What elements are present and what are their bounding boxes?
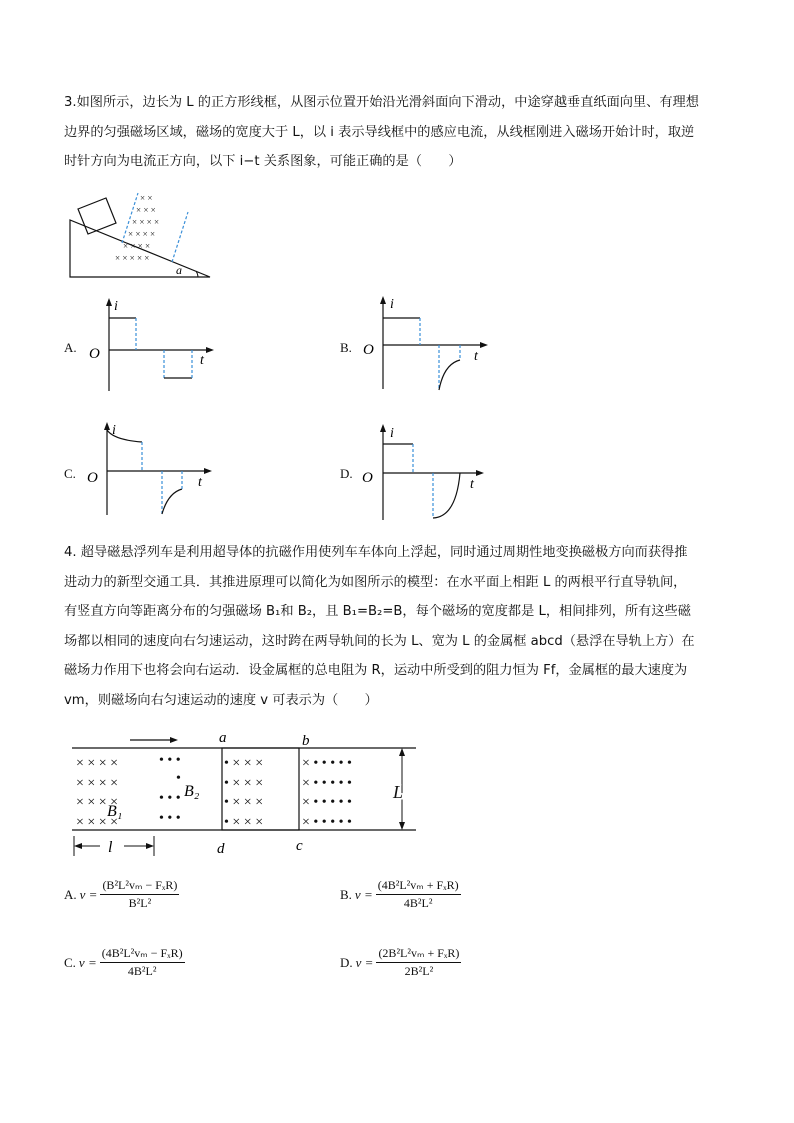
svg-text:× × × ×: × × × × xyxy=(76,776,119,791)
option-label: D. xyxy=(340,954,353,970)
corner-c: c xyxy=(296,838,303,854)
graph-a[interactable] xyxy=(82,296,217,396)
label-l: l xyxy=(108,839,113,856)
option-numerator: (4B²L²vₘ − FₓR) xyxy=(100,946,185,963)
svg-text:• • •: • • • xyxy=(159,791,181,806)
field-b2-dots-left xyxy=(159,753,181,826)
q3-line-1: 3.如图所示，边长为 L 的正方形线框，从图示位置开始沿光滑斜面向下滑动，中途穿越垂直纸面向里、有理想 xyxy=(64,95,699,110)
svg-text:•: • xyxy=(176,771,181,786)
corner-b: b xyxy=(302,733,310,749)
svg-text:× • • • • •: × • • • • • xyxy=(302,756,352,771)
svg-text:• • •: • • • xyxy=(159,753,181,768)
y-axis-label: i xyxy=(112,423,116,438)
label-b1: B₁ xyxy=(107,803,123,820)
svg-text:× ×: × × xyxy=(140,193,153,203)
svg-text:× × ×: × × × xyxy=(136,205,156,215)
q4-line-4: 场都以相同的速度向右匀速运动，这时跨在两导轨间的长为 L、宽为 L 的金属框 abcd（悬浮在导轨上方）在 xyxy=(64,633,695,649)
option-a[interactable] xyxy=(64,878,179,911)
label-L: L xyxy=(393,782,404,802)
option-label: A. xyxy=(64,886,77,902)
option-label: C. xyxy=(64,954,76,970)
q3-line-3: 时针方向为电流正方向，以下 i−t 关系图象，可能正确的是（ ） xyxy=(64,154,462,169)
svg-text:× × × ×: × × × × xyxy=(128,229,156,239)
question-3-text xyxy=(64,88,734,177)
maglev-figure xyxy=(64,726,424,866)
field-crosses xyxy=(115,193,159,263)
y-axis-label: i xyxy=(390,426,394,441)
option-lhs: v = xyxy=(79,886,98,902)
origin-label: O xyxy=(363,342,374,358)
option-b-label[interactable]: B. xyxy=(340,340,352,355)
graph-c[interactable] xyxy=(82,420,217,520)
option-denominator: B²L² xyxy=(128,896,152,910)
option-lhs: v = xyxy=(354,886,373,902)
option-denominator: 4B²L² xyxy=(127,964,157,978)
svg-text:× × × ×: × × × × xyxy=(76,756,119,771)
option-numerator: (4B²L²vₘ + FₓR) xyxy=(376,878,461,895)
option-denominator: 4B²L² xyxy=(403,896,433,910)
option-numerator: (B²L²vₘ − FₓR) xyxy=(100,878,179,895)
corner-a: a xyxy=(219,730,227,746)
origin-label: O xyxy=(87,470,98,486)
svg-text:× • • • • •: × • • • • • xyxy=(302,776,352,791)
option-label: B. xyxy=(340,886,352,902)
label-b2: B₂ xyxy=(184,783,200,800)
option-lhs: v = xyxy=(355,954,374,970)
svg-text:× × × ×: × × × × xyxy=(123,241,151,251)
svg-text:× × × ×: × × × × xyxy=(76,815,119,830)
field-b1-crosses-mid xyxy=(224,756,263,830)
option-numerator: (2B²L²vₘ + FₓR) xyxy=(376,946,461,963)
q3-line-2: 边界的匀强磁场区域，磁场的宽度大于 L，以 i 表示导线框中的感应电流，从线框刚进入磁场开始计时，取逆 xyxy=(64,124,695,140)
svg-text:× × × × ×: × × × × × xyxy=(115,253,150,263)
origin-label: O xyxy=(89,346,100,362)
square-coil xyxy=(78,198,116,234)
x-axis-label: t xyxy=(200,353,204,368)
q4-line-5: 磁场力作用下也将会向右运动．设金属框的总电阻为 R，运动中所受到的阻力恒为 Ff，金属框的最大速度为 xyxy=(64,663,688,678)
option-d-label[interactable]: D. xyxy=(340,466,353,481)
svg-text:• × × ×: • × × × xyxy=(224,776,264,791)
option-c-label[interactable]: C. xyxy=(64,466,76,481)
graph-d[interactable] xyxy=(356,422,491,522)
q4-line-2: 进动力的新型交通工具．其推进原理可以简化为如图所示的模型：在水平面上相距 L 的两根平行直导轨间， xyxy=(64,574,687,590)
y-axis-label: i xyxy=(390,297,394,312)
option-d[interactable] xyxy=(340,946,461,979)
svg-text:• × × ×: • × × × xyxy=(224,756,264,771)
incline-figure xyxy=(60,185,220,285)
x-axis-label: t xyxy=(474,349,478,364)
svg-text:× × × ×: × × × × xyxy=(76,795,119,810)
question-4-text xyxy=(64,538,734,715)
svg-text:• × × ×: • × × × xyxy=(224,795,264,810)
svg-text:• × × ×: • × × × xyxy=(224,815,264,830)
option-denominator: 2B²L² xyxy=(404,964,434,978)
angle-label: a xyxy=(176,263,182,277)
graph-b[interactable] xyxy=(358,294,493,394)
option-b[interactable] xyxy=(340,878,461,911)
svg-text:× • • • • •: × • • • • • xyxy=(302,795,352,810)
y-axis-label: i xyxy=(114,299,118,314)
q4-line-3: 有竖直方向等距离分布的匀强磁场 B₁和 B₂，且 B₁=B₂=B，每个磁场的宽度都是 L，相间排列，所有这些磁 xyxy=(64,604,691,619)
x-axis-label: t xyxy=(198,475,202,490)
option-lhs: v = xyxy=(78,954,97,970)
corner-d: d xyxy=(217,841,225,857)
field-dots-right xyxy=(302,756,352,830)
svg-text:× × × ×: × × × × xyxy=(132,217,160,227)
origin-label: O xyxy=(362,470,373,486)
svg-text:× • • • • •: × • • • • • xyxy=(302,815,352,830)
q4-line-6: vm，则磁场向右匀速运动的速度 v 可表示为（ ） xyxy=(64,692,378,708)
option-c[interactable] xyxy=(64,946,185,979)
q4-line-1: 4. 超导磁悬浮列车是利用超导体的抗磁作用使列车车体向上浮起，同时通过周期性地变换磁极方向而获得推 xyxy=(64,545,688,560)
option-a-label[interactable]: A. xyxy=(64,340,77,355)
x-axis-label: t xyxy=(470,477,474,492)
svg-text:• • •: • • • xyxy=(159,811,181,826)
